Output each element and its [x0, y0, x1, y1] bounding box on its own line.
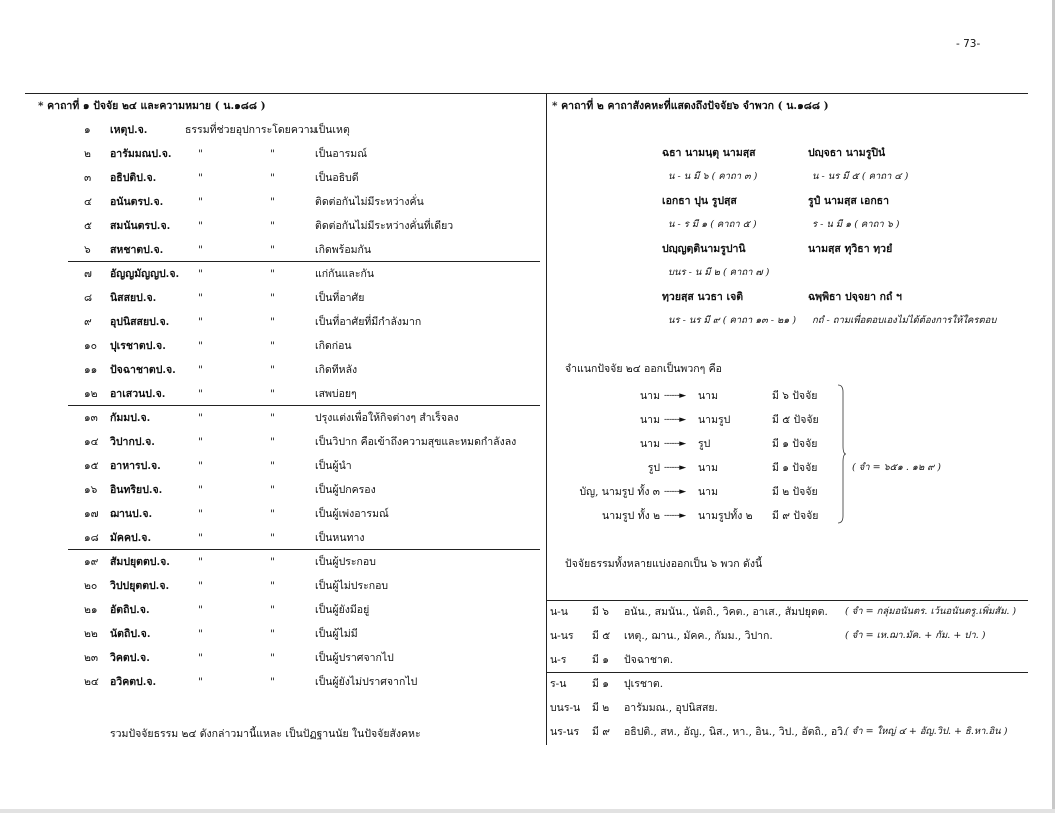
factor-number: ๘: [84, 292, 93, 304]
group-code: บนร-น: [550, 702, 581, 714]
ditto-mark: ": [198, 148, 203, 160]
mapping-count: มี ๑ ปัจจัย: [772, 462, 818, 474]
group-count: มี ๙: [592, 726, 610, 738]
mapping-source: นาม: [640, 438, 660, 450]
ditto-mark: ": [270, 556, 275, 568]
factor-meaning: ปรุงแต่งเพื่อให้กิจต่างๆ สำเร็จลง: [315, 412, 459, 424]
factor-number: ๒: [84, 148, 91, 160]
factor-meaning: เกิดก่อน: [315, 340, 352, 352]
factor-meaning: เป็นผู้ไม่ประกอบ: [315, 580, 389, 592]
mapping-source: นาม: [640, 414, 660, 426]
ditto-mark: ": [198, 220, 203, 232]
factor-meaning: เป็นผู้ปกครอง: [315, 484, 376, 496]
verse-note-a: น - ร มี ๑ ( คาถา ๕ ): [668, 219, 757, 230]
factor-number: ๗: [84, 268, 92, 280]
ditto-mark: ": [270, 676, 275, 688]
right-group-rule-1: [546, 600, 1028, 601]
factor-number: ๑๕: [84, 460, 99, 472]
factor-meaning: เกิดพร้อมกัน: [315, 244, 372, 256]
ditto-mark: ": [270, 196, 275, 208]
factor-meaning: เป็นอธิบดี: [315, 172, 359, 184]
arrow-right-icon: ------►: [664, 439, 686, 449]
factor-number: ๒๐: [84, 580, 98, 592]
verse-note-b: น - นร มี ๕ ( คาถา ๔ ): [812, 171, 909, 182]
mapping-count: มี ๒ ปัจจัย: [772, 486, 818, 498]
ditto-mark: ": [270, 508, 275, 520]
mapping-target: นาม: [698, 390, 718, 402]
column-divider: [546, 93, 547, 745]
ditto-mark: ": [270, 604, 275, 616]
ditto-mark: ": [198, 628, 203, 640]
factor-meaning: เป็นผู้ยังมีอยู่: [315, 604, 370, 616]
ditto-mark: ": [270, 484, 275, 496]
factor-name: ฌานป.จ.: [110, 508, 153, 520]
ditto-mark: ": [270, 316, 275, 328]
factor-meaning: เป็นอารมณ์: [315, 148, 367, 160]
group-code: น-ร: [550, 654, 567, 666]
header-rule: [25, 93, 1028, 94]
ditto-mark: ": [270, 292, 275, 304]
mapping-target: รูป: [698, 438, 711, 450]
ditto-mark: ": [198, 172, 203, 184]
verse-note-a: บนร - น มี ๒ ( คาถา ๗ ): [668, 267, 770, 278]
factor-number: ๑๗: [84, 508, 99, 520]
mapping-count: มี ๕ ปัจจัย: [772, 414, 819, 426]
verse-line-b: ปญฺจธา นามรูปินํ: [808, 147, 886, 159]
left-heading: * คาถาที่ ๑ ปัจจัย ๒๔ และความหมาย ( น.๑๘๘ ): [38, 100, 266, 112]
arrow-right-icon: ------►: [664, 415, 686, 425]
ditto-mark: ": [270, 412, 275, 424]
factor-number: ๑๓: [84, 412, 98, 424]
factor-name: อัญญมัญญป.จ.: [110, 268, 180, 280]
verse-line-a: ฉธา นามนฺตุ นามสฺส: [662, 147, 756, 159]
ditto-mark: ": [198, 364, 203, 376]
factor-name: วิปปยุตตป.จ.: [110, 580, 170, 592]
ditto-mark: ": [270, 628, 275, 640]
factor-meaning: เป็นวิปาก คือเข้าถึงความสุขและหมดกำลังลง: [315, 436, 517, 448]
factor-name: นัตถิป.จ.: [110, 628, 151, 640]
arrow-right-icon: ------►: [664, 511, 686, 521]
factor-number: ๒๓: [84, 652, 99, 664]
group-members: อารัมมณ., อุปนิสสย.: [624, 702, 718, 714]
ditto-mark: ": [270, 244, 275, 256]
ditto-mark: ": [270, 652, 275, 664]
factor-name: อารัมมณป.จ.: [110, 148, 172, 160]
factor-meaning: เป็นผู้ไม่มี: [315, 628, 358, 640]
group-code: น-น: [550, 606, 568, 618]
factor-name: อุปนิสสยป.จ.: [110, 316, 170, 328]
ditto-mark: ": [198, 508, 203, 520]
ditto-mark: ": [198, 484, 203, 496]
ditto-mark: ": [198, 556, 203, 568]
right-heading: * คาถาที่ ๒ คาถาสังคหะที่แสดงถึงปัจจัย๖ จำพวก ( น.๑๘๘ ): [552, 100, 829, 112]
factor-number: ๑๖: [84, 484, 98, 496]
ditto-mark: ": [198, 196, 203, 208]
ditto-mark: ": [270, 460, 275, 472]
factor-meaning: ติดต่อกันไม่มีระหว่างคั่น: [315, 196, 424, 208]
factor-name: อาเสวนป.จ.: [110, 388, 166, 400]
group-members: อธิปติ., สห., อัญ., นิส., หา., อิน., วิป., อัตถิ., อวิ.: [624, 726, 847, 738]
ditto-mark: ": [198, 604, 203, 616]
ditto-mark: ": [198, 268, 203, 280]
factor-number: ๒๔: [84, 676, 99, 688]
factor-description: ธรรมที่ช่วยอุปการะโดยความ: [185, 124, 317, 136]
page-number: - 73-: [956, 38, 981, 50]
factor-number: ๑๔: [84, 436, 99, 448]
factor-name: เหตุป.จ.: [110, 124, 148, 136]
verse-line-b: นามสฺส ทุวิธา ทฺวยํ: [808, 243, 893, 255]
factor-name: สัมปยุตตป.จ.: [110, 556, 170, 568]
factor-number: ๖: [84, 244, 91, 256]
ditto-mark: ": [198, 652, 203, 664]
factor-meaning: เป็นผู้นำ: [315, 460, 352, 472]
factor-name: อินทริยป.จ.: [110, 484, 163, 496]
factor-number: ๑๐: [84, 340, 98, 352]
ditto-mark: ": [270, 388, 275, 400]
ditto-mark: ": [198, 388, 203, 400]
group-note: ( จำ = เห.ฌา.มัค. + กัม. + ปา. ): [845, 630, 986, 641]
factor-number: ๓: [84, 172, 92, 184]
group-members: เหตุ., ฌาน., มัคค., กัมม., วิปาก.: [624, 630, 773, 642]
group-code: ร-น: [550, 678, 567, 690]
factor-meaning: เป็นที่อาศัย: [315, 292, 365, 304]
factor-name: นิสสยป.จ.: [110, 292, 157, 304]
ditto-mark: ": [270, 364, 275, 376]
factor-number: ๑๙: [84, 556, 99, 568]
group-count: มี ๕: [592, 630, 611, 642]
factor-name: วิคตป.จ.: [110, 652, 150, 664]
factor-meaning: ติดต่อกันไม่มีระหว่างคั่นที่เดียว: [315, 220, 454, 232]
group-members: ปัจฉาชาต.: [624, 654, 674, 666]
mapping-target: นาม: [698, 486, 718, 498]
left-footer: รวมปัจจัยธรรม ๒๔ ดังกล่าวมานี้แหละ เป็นปัฏฐานนัย ในปัจจัยสังคหะ: [110, 728, 421, 740]
factor-number: ๑๒: [84, 388, 98, 400]
group-count: มี ๖: [592, 606, 609, 618]
factor-name: กัมมป.จ.: [110, 412, 151, 424]
ditto-mark: ": [198, 580, 203, 592]
group-note: ( จำ = ใหญ่ ๔ + อัญ.วิป. + ธิ.หา.อิน ): [845, 726, 1008, 737]
left-group-rule-2: [68, 405, 540, 406]
mapping-mnemonic: ( จำ = ๖๕๑ . ๑๒ ๙ ): [852, 462, 941, 473]
ditto-mark: ": [270, 148, 275, 160]
group-members: อนัน., สมนัน., นัตถิ., วิคต., อาเส., สัมปยุตต.: [624, 606, 828, 618]
factor-name: อัตถิป.จ.: [110, 604, 150, 616]
factor-meaning: เป็นผู้ประกอบ: [315, 556, 376, 568]
factor-name: วิปากป.จ.: [110, 436, 155, 448]
ditto-mark: ": [198, 412, 203, 424]
verse-note-b: กถํ - ถามเพื่อตอบเองไม่ได้ต้องการให้ใครตอบ: [812, 315, 997, 326]
verse-line-a: ทฺวยสฺส นวธา เจติ: [662, 291, 744, 303]
verse-line-a: เอกธา ปุน รูปสฺส: [662, 195, 737, 207]
ditto-mark: ": [198, 460, 203, 472]
factor-number: ๑: [84, 124, 91, 136]
group-count: มี ๑: [592, 654, 609, 666]
factor-meaning: เป็นผู้เพ่งอารมณ์: [315, 508, 389, 520]
ditto-mark: ": [198, 676, 203, 688]
factor-meaning: เป็นที่อาศัยที่มีกำลังมาก: [315, 316, 422, 328]
mapping-source: นาม: [640, 390, 660, 402]
arrow-right-icon: ------►: [664, 391, 686, 401]
factor-meaning: เป็นหนทาง: [315, 532, 365, 544]
factor-number: ๑๘: [84, 532, 99, 544]
mapping-target: นามรูปทั้ง ๒: [698, 510, 753, 522]
group-note: ( จำ = กลุ่มอนันตร. เว้นอนันตรู.เพิ่มสัม. ): [845, 606, 1017, 617]
mapping-target: นามรูป: [698, 414, 731, 426]
group-count: มี ๑: [592, 678, 609, 690]
factor-number: ๕: [84, 220, 92, 232]
factor-meaning: เกิดทีหลัง: [315, 364, 358, 376]
verse-line-b: ฉพฺพิธา ปจฺจยา กถํ ฯ: [808, 291, 902, 303]
left-group-rule-3: [68, 549, 540, 550]
curly-brace-icon: [836, 384, 846, 524]
page-bottom-border: [0, 809, 1055, 813]
classify-intro: จำแนกปัจจัย ๒๔ ออกเป็นพวกๆ คือ: [565, 363, 722, 375]
factor-meaning: เป็นเหตุ: [315, 124, 350, 136]
ditto-mark: ": [198, 532, 203, 544]
factor-meaning: เป็นผู้ยังไม่ปราศจากไป: [315, 676, 418, 688]
factor-number: ๑๑: [84, 364, 98, 376]
verse-line-a: ปญฺญตฺตินามรูปานิ: [662, 243, 746, 255]
factor-meaning: เสพบ่อยๆ: [315, 388, 357, 400]
arrow-right-icon: ------►: [664, 463, 686, 473]
verse-line-b: รูปํ นามสฺส เอกธา: [808, 195, 889, 207]
factor-name: อธิปติป.จ.: [110, 172, 157, 184]
mapping-count: มี ๙ ปัจจัย: [772, 510, 819, 522]
group-code: น-นร: [550, 630, 574, 642]
factor-name: อาหารป.จ.: [110, 460, 161, 472]
ditto-mark: ": [198, 436, 203, 448]
ditto-mark: ": [198, 292, 203, 304]
group-count: มี ๒: [592, 702, 610, 714]
mapping-source: บัญ, นามรูป ทั้ง ๓: [579, 486, 660, 498]
factor-number: ๙: [84, 316, 92, 328]
ditto-mark: ": [270, 532, 275, 544]
factor-meaning: เป็นผู้ปราศจากไป: [315, 652, 394, 664]
ditto-mark: ": [270, 220, 275, 232]
ditto-mark: ": [270, 436, 275, 448]
ditto-mark: ": [198, 244, 203, 256]
factor-name: ปัจฉาชาตป.จ.: [110, 364, 176, 376]
ditto-mark: ": [270, 268, 275, 280]
mapping-target: นาม: [698, 462, 718, 474]
ditto-mark: ": [198, 316, 203, 328]
factor-name: สมนันตรป.จ.: [110, 220, 171, 232]
left-group-rule-1: [68, 261, 540, 262]
groups-intro: ปัจจัยธรรมทั้งหลายแบ่งออกเป็น ๖ พวก ดังนี้: [565, 558, 763, 570]
group-code: นร-นร: [550, 726, 580, 738]
group-members: ปุเรชาต.: [624, 678, 664, 690]
factor-number: ๔: [84, 196, 92, 208]
factor-name: ปุเรชาตป.จ.: [110, 340, 166, 352]
factor-meaning: แก่กันและกัน: [315, 268, 375, 280]
mapping-source: รูป: [647, 462, 660, 474]
ditto-mark: ": [270, 340, 275, 352]
factor-name: อวิคตป.จ.: [110, 676, 157, 688]
verse-note-a: น - น มี ๖ ( คาถา ๓ ): [668, 171, 758, 182]
factor-name: สหชาตป.จ.: [110, 244, 164, 256]
factor-number: ๒๑: [84, 604, 98, 616]
ditto-mark: ": [270, 172, 275, 184]
right-group-rule-2: [546, 672, 1028, 673]
mapping-count: มี ๖ ปัจจัย: [772, 390, 818, 402]
mapping-count: มี ๑ ปัจจัย: [772, 438, 818, 450]
arrow-right-icon: ------►: [664, 487, 686, 497]
factor-number: ๒๒: [84, 628, 98, 640]
verse-note-b: ร - น มี ๑ ( คาถา ๖ ): [812, 219, 900, 230]
mapping-source: นามรูป ทั้ง ๒: [602, 510, 660, 522]
factor-name: มัคคป.จ.: [110, 532, 152, 544]
verse-note-a: นร - นร มี ๙ ( คาถา ๑๓ - ๒๑ ): [668, 315, 797, 326]
ditto-mark: ": [198, 340, 203, 352]
ditto-mark: ": [270, 580, 275, 592]
factor-name: อนันตรป.จ.: [110, 196, 164, 208]
